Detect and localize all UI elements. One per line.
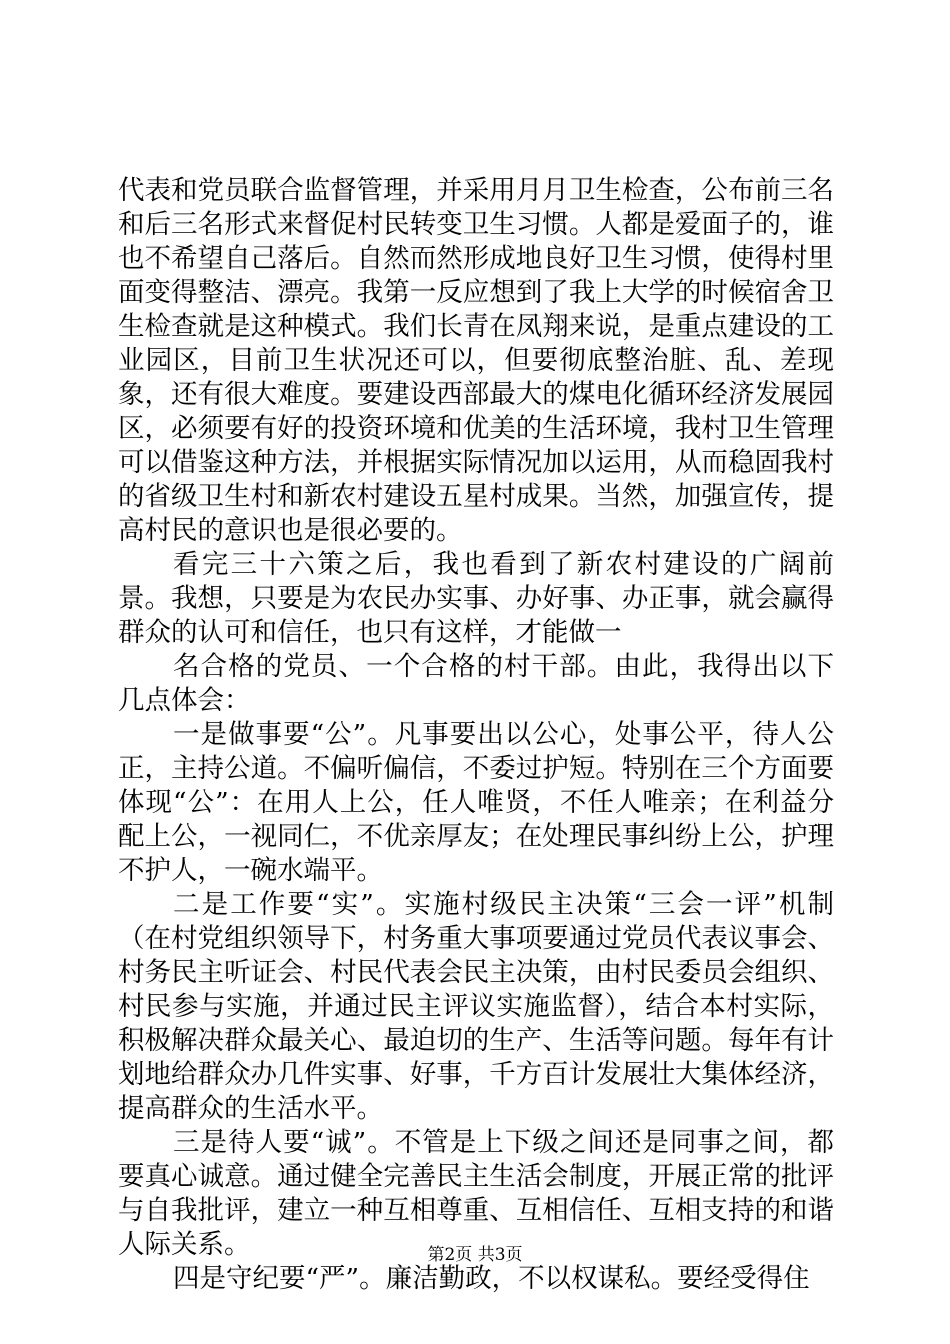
paragraph-6: 三是待人要“诚”。不管是上下级之间还是同事之间，都要真心诚意。通过健全完善民主生活会制度，开展正常的批评与自我批评，建立一种互相尊重、互相信任、互相支持的和谐人际关系。: [118, 1127, 834, 1260]
page-number-label: 第2页 共3页: [427, 1245, 523, 1265]
document-body: [118, 174, 834, 1296]
paragraph-7: 四是守纪要“严”。廉洁勤政，不以权谋私。要经受得住: [173, 1263, 810, 1294]
paragraph-3: 名合格的党员、一个合格的村干部。由此，我得出以下几点体会：: [118, 651, 834, 716]
paragraph-4: 一是做事要“公”。凡事要出以公心，处事公平，待人公正，主持公道。不偏听偏信，不委过护短。特别在三个方面要体现“公”：在用人上公，任人唯贤，不任人唯亲；在利益分配上公，一视同仁，不优亲厚友；在处理民事纠纷上公，护理不护人，一碗水端平。: [118, 719, 834, 886]
page-footer: [0, 1245, 950, 1265]
paragraph-1: 代表和党员联合监督管理，并采用月月卫生检查，公布前三名和后三名形式来督促村民转变卫生习惯。人都是爱面子的，谁也不希望自己落后。自然而然形成地良好卫生习惯，使得村里面变得整洁、漂亮。我第一反应想到了我上大学的时候宿舍卫生检查就是这种模式。我们长青在凤翔来说，是重点建设的工业园区，目前卫生状况还可以，但要彻底整治脏、乱、差现象，还有很大难度。要建设西部最大的煤电化循环经济发展园区，必须要有好的投资环境和优美的生活环境，我村卫生管理可以借鉴这种方法，并根据实际情况加以运用，从而稳固我村的省级卫生村和新农村建设五星村成果。当然，加强宣传，提高村民的意识也是很必要的。: [118, 175, 834, 546]
paragraph-2: 看完三十六策之后，我也看到了新农村建设的广阔前景。我想，只要是为农民办实事、办好事、办正事，就会赢得群众的认可和信任，也只有这样，才能做一: [118, 549, 834, 648]
paragraph-5: 二是工作要“实”。实施村级民主决策“三会一评”机制（在村党组织领导下，村务重大事项要通过党员代表议事会、村务民主听证会、村民代表会民主决策，由村民委员会组织、村民参与实施，并通过民主评议实施监督），结合本村实际，积极解决群众最关心、最迫切的生产、生活等问题。每年有计划地给群众办几件实事、好事，千方百计发展壮大集体经济，提高群众的生活水平。: [118, 889, 834, 1124]
